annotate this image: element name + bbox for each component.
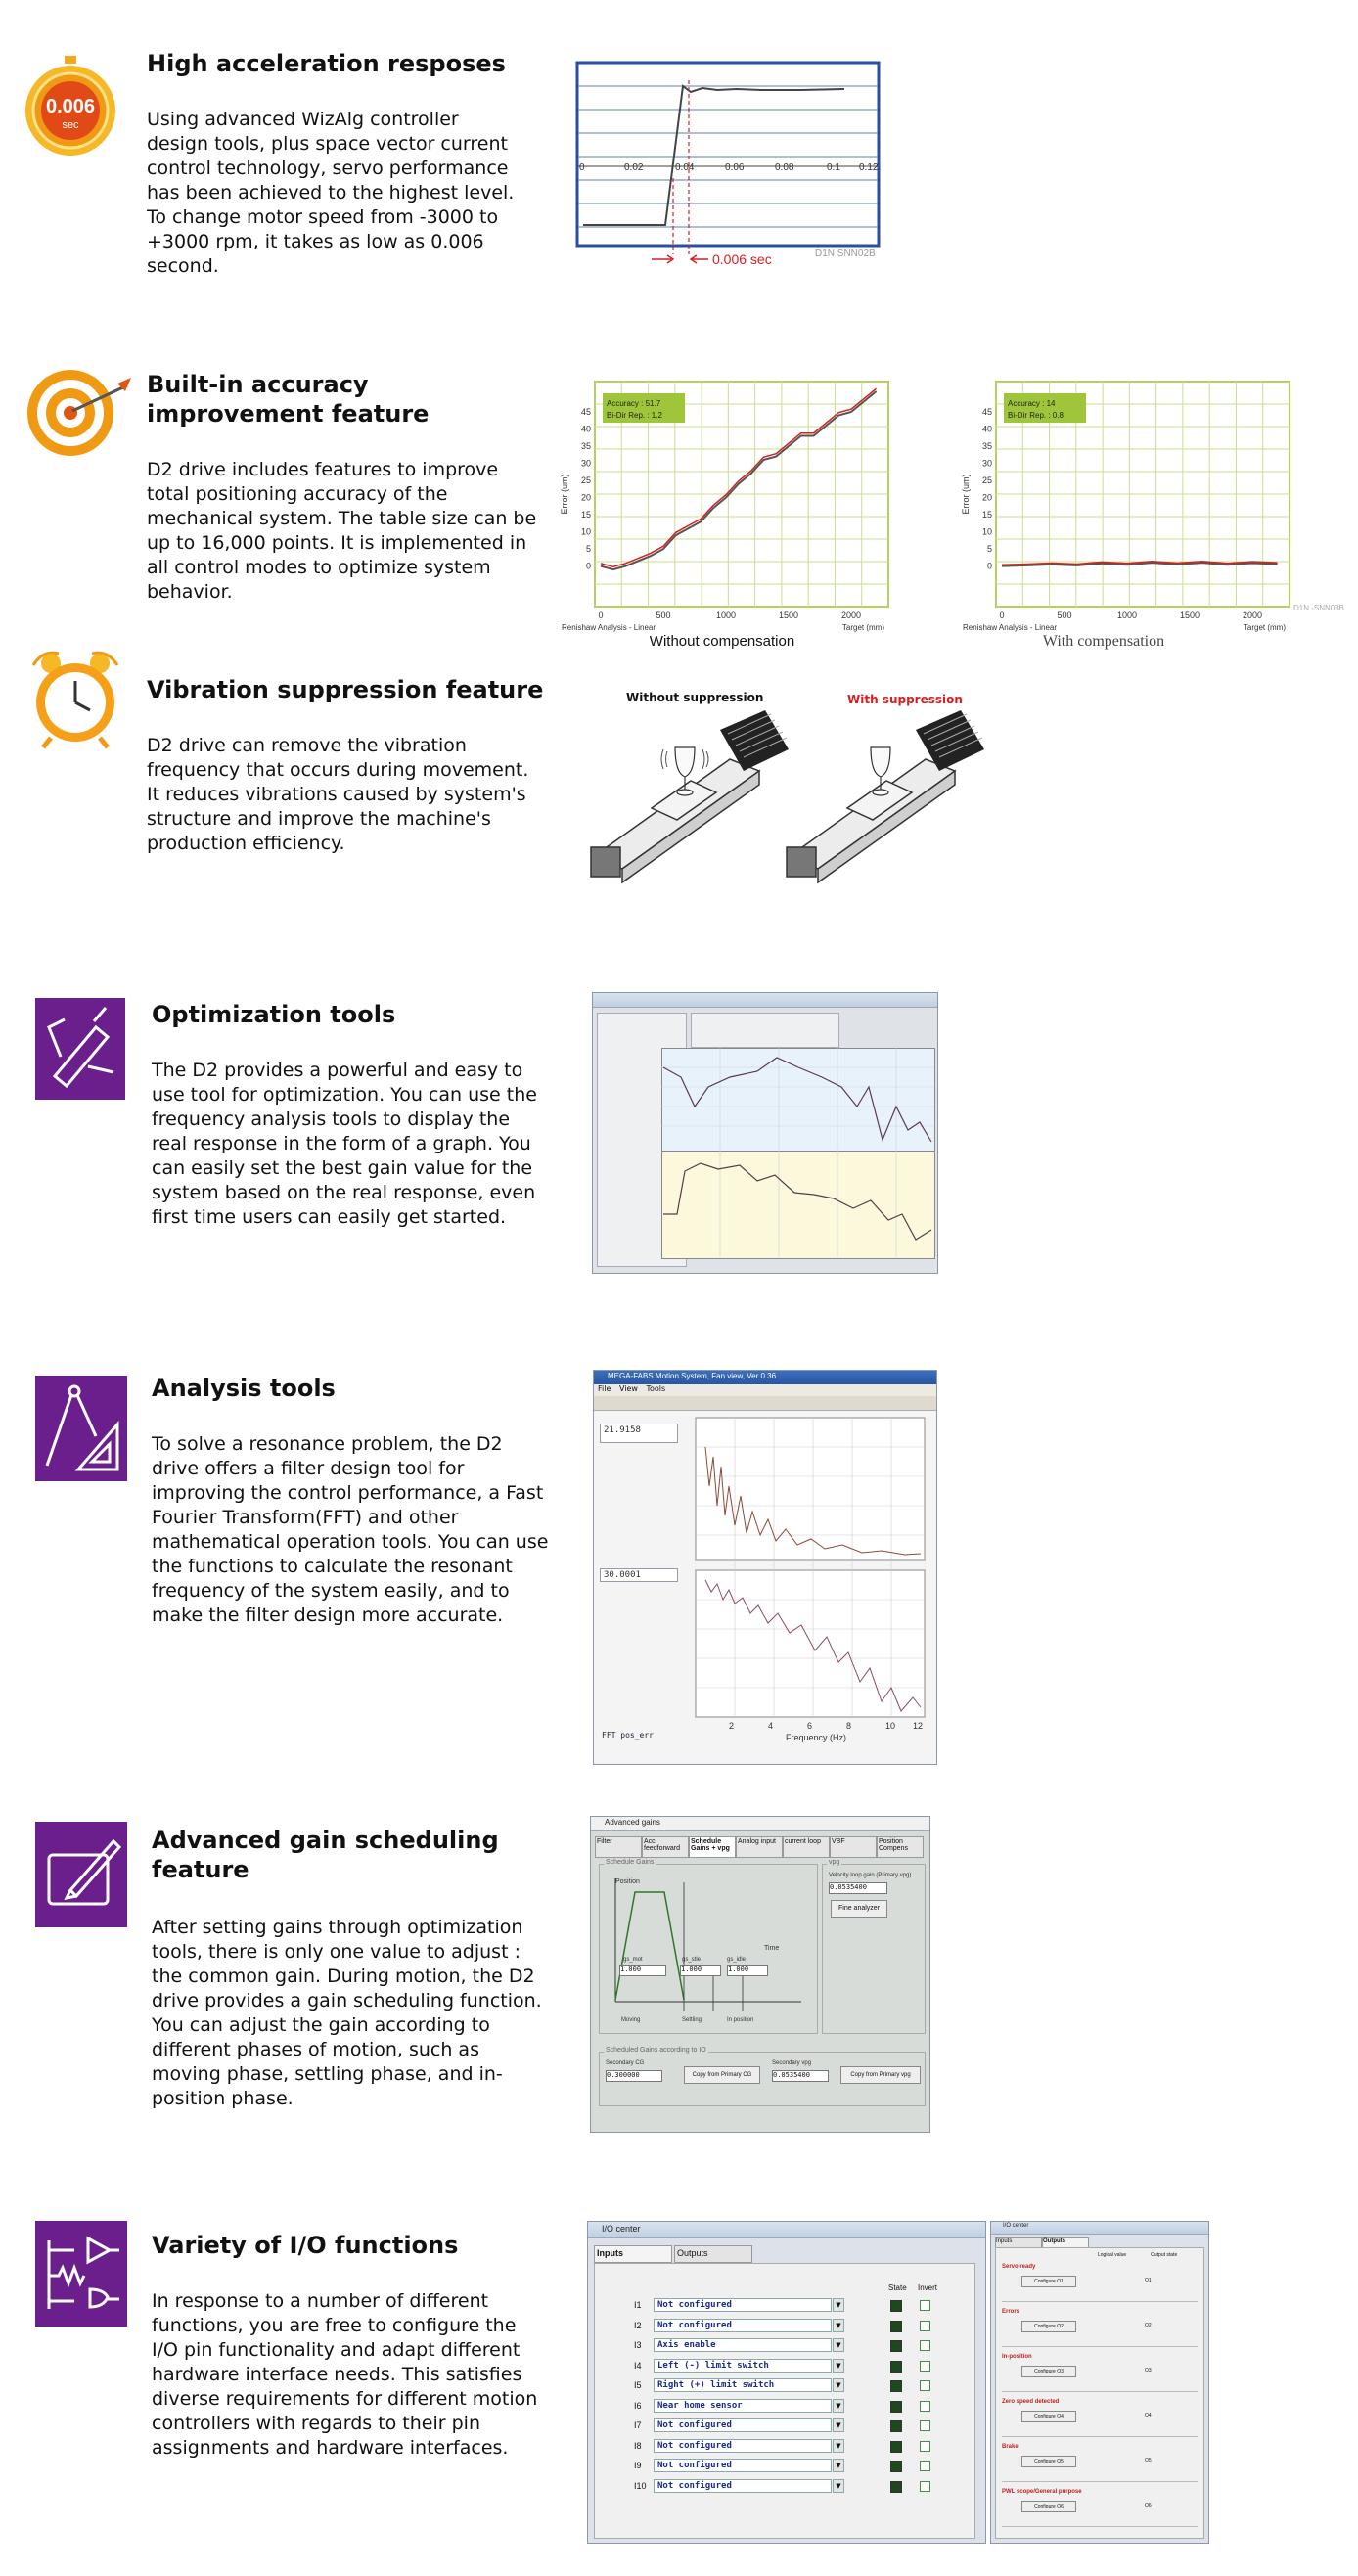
x-tick: 0.12 <box>859 162 879 173</box>
y-tick: 45 <box>981 407 992 418</box>
x-tick: 0.02 <box>624 162 644 173</box>
stopwatch-badge-icon <box>22 54 119 161</box>
tab-filter[interactable]: Filter <box>595 1836 642 1858</box>
model-label: D1N -SNN03B <box>1293 604 1345 612</box>
input-id: I7 <box>634 2420 642 2430</box>
section-title: Built-in accuracy improvement feature <box>147 371 430 428</box>
chevron-down-icon[interactable]: ▼ <box>833 2439 844 2453</box>
y-tick: 20 <box>981 492 992 503</box>
input-id: I8 <box>634 2440 642 2451</box>
y-tick: 45 <box>580 407 591 418</box>
section-body: After setting gains through optimization tools, there is only one value to adjust : the common gain. During motion, the D2 drive provides a gain scheduling function. You can adjust the gain according to different phases of motion, such as moving phase, settling phase, and in-position phase. <box>152 1917 542 2109</box>
chevron-down-icon[interactable]: ▼ <box>833 2459 844 2472</box>
input-select[interactable]: Axis enable <box>654 2338 832 2352</box>
input-row <box>634 2337 967 2358</box>
input-select[interactable]: Not configured <box>654 2439 832 2453</box>
state-indicator <box>890 2380 902 2392</box>
tablet-pen-icon <box>35 1822 127 1927</box>
configure-button[interactable]: Configure O1 <box>1021 2276 1076 2287</box>
input-select[interactable]: Not configured <box>654 2459 832 2472</box>
col-state: State <box>888 2283 907 2292</box>
x-tick: 1000 <box>715 610 737 620</box>
section-vibration <box>0 626 1358 920</box>
accuracy-chart-with <box>959 372 1350 650</box>
y-axis-label: Error (um) <box>560 474 569 515</box>
state-indicator <box>890 2361 902 2373</box>
invert-checkbox[interactable] <box>920 2420 930 2431</box>
chevron-down-icon[interactable]: ▼ <box>833 2359 844 2373</box>
state-indicator <box>890 2441 902 2453</box>
vpg-group: vpg Velocity loop gain (Primary vpg) 0.0535400 Fine analyzer <box>822 1864 926 2034</box>
tab-outputs[interactable]: Outputs <box>674 2245 752 2263</box>
section-body: In response to a number of different functions, you are free to configure the I/O pin functionality and adapt different hardware interface needs. This satisfies diverse requirements for different motion controllers with regards to their pin assignments and hardware interfaces. <box>152 2290 538 2459</box>
accuracy-line1: Accuracy : 51.7 <box>607 399 661 408</box>
input-row <box>634 2478 967 2499</box>
x-tick: 2000 <box>840 610 862 620</box>
x-axis-label: Target (mm) <box>1243 623 1286 632</box>
tab-inputs[interactable]: Inputs <box>594 2245 672 2263</box>
section-body: Using advanced WizAlg controller design tools, plus space vector current control technology, servo performance has been achieved to the highest level. To change motor speed from -3000 to +3000 rpm, it takes as low as 0.006 second. <box>147 109 515 277</box>
section-title: Advanced gain scheduling feature <box>152 1827 499 1883</box>
optimization-tool-window <box>592 992 938 1274</box>
output-row <box>1000 2262 1200 2307</box>
input-id: I4 <box>634 2360 642 2371</box>
chevron-down-icon[interactable]: ▼ <box>833 2418 844 2432</box>
chevron-down-icon[interactable]: ▼ <box>833 2298 844 2312</box>
input-select[interactable]: Right (+) limit switch <box>654 2378 832 2392</box>
input-id: I2 <box>634 2320 642 2330</box>
source-label: Renishaw Analysis - Linear <box>963 623 1058 632</box>
x-tick: 2 <box>729 1721 735 1731</box>
input-list <box>634 2297 967 2498</box>
menu-file[interactable]: File <box>598 1384 611 1393</box>
input-select[interactable]: Not configured <box>654 2298 832 2312</box>
value-box: 30.0001 <box>600 1568 678 1582</box>
gs-mot-field[interactable]: 1.000 <box>619 1965 666 1976</box>
x-tick: 500 <box>1057 610 1072 620</box>
window-title: I/O center <box>1003 2223 1029 2229</box>
output-list <box>1000 2262 1200 2532</box>
state-indicator <box>890 2420 902 2432</box>
y-tick: 10 <box>981 526 992 537</box>
y-tick: 40 <box>981 424 992 434</box>
output-row <box>1000 2352 1200 2397</box>
input-id: I3 <box>634 2340 642 2350</box>
configure-button[interactable]: Configure O4 <box>1021 2411 1076 2422</box>
value-box: 21.9158 <box>600 1424 678 1443</box>
input-id: I9 <box>634 2461 642 2470</box>
chart-caption: Without compensation <box>649 633 795 650</box>
secondary-vpg-field[interactable]: 0.0535400 <box>772 2070 829 2082</box>
x-tick: 1500 <box>1179 610 1200 620</box>
section-high-acceleration <box>0 0 1358 323</box>
tab-schedule-gains[interactable]: Schedule Gains + vpg <box>689 1836 736 1858</box>
footer-label: FFT pos_err <box>602 1731 654 1740</box>
x-tick: 500 <box>656 610 671 620</box>
input-id: I5 <box>634 2380 642 2390</box>
input-id: I1 <box>634 2300 642 2310</box>
tab-inputs[interactable]: Inputs <box>995 2237 1042 2249</box>
output-row <box>1000 2307 1200 2352</box>
state-indicator <box>890 2300 902 2312</box>
analysis-tool-window <box>593 1370 937 1765</box>
x-tick: 8 <box>846 1721 852 1731</box>
output-pin: O6 <box>1145 2503 1152 2508</box>
accuracy-line2: Bi-Dir Rep. : 1.2 <box>607 411 662 420</box>
configure-button[interactable]: Configure O3 <box>1021 2366 1076 2377</box>
x-tick: 1500 <box>778 610 799 620</box>
y-tick: 40 <box>580 424 591 434</box>
output-row <box>1000 2397 1200 2442</box>
model-label: D1N SNN02B <box>815 249 876 259</box>
x-tick: 2000 <box>1242 610 1263 620</box>
section-gain-scheduling <box>0 1806 1358 2139</box>
curve-label: Position <box>615 1878 640 1885</box>
acceleration-chart <box>575 61 898 276</box>
copy-vpg-button[interactable]: Copy from Primary vpg <box>840 2066 921 2084</box>
accuracy-chart-without <box>558 372 910 650</box>
y-tick: 10 <box>580 526 591 537</box>
menu-tools[interactable]: Tools <box>646 1384 666 1393</box>
y-tick: 0 <box>986 561 992 571</box>
tab-vbf[interactable]: VBF <box>830 1836 877 1858</box>
badge-value: 0.006 <box>45 96 96 117</box>
input-row <box>634 2297 967 2318</box>
x-tick: 0 <box>999 610 1005 620</box>
io-center-outputs-window <box>990 2221 1209 2544</box>
scheduled-gains-io-group: Scheduled Gains according to IO Secondary CG 0.300000 Copy from Primary CG Secondary vpg 0.0535400 Copy from Primary vpg <box>599 2052 926 2106</box>
menu-view[interactable]: View <box>618 1384 638 1393</box>
badge-unit: sec <box>62 119 79 131</box>
target-icon <box>23 362 133 460</box>
section-body: D2 drive can remove the vibration frequency that occurs during movement. It reduces vibrations caused by system's structure and improve the machine's production efficiency. <box>147 735 529 854</box>
section-title: Vibration suppression feature <box>147 676 544 703</box>
section-io <box>0 2217 1358 2576</box>
y-tick: 0 <box>585 561 591 571</box>
output-pin: O5 <box>1145 2458 1152 2463</box>
configure-button[interactable]: Configure O6 <box>1021 2501 1076 2512</box>
inputs-panel <box>594 2263 975 2539</box>
x-tick: 6 <box>807 1721 813 1731</box>
linear-stage-illustration-without <box>583 700 808 886</box>
accuracy-line1: Accuracy : 14 <box>1008 399 1056 408</box>
linear-stage-illustration-with <box>779 700 1004 886</box>
output-row <box>1000 2442 1200 2487</box>
output-name: In-position <box>1002 2354 1032 2360</box>
output-pin: O1 <box>1145 2278 1152 2283</box>
configure-button[interactable]: Configure O5 <box>1021 2456 1076 2467</box>
output-row <box>1000 2487 1200 2532</box>
invert-checkbox[interactable] <box>920 2321 930 2331</box>
multitool-icon <box>35 998 125 1100</box>
state-indicator <box>890 2401 902 2413</box>
x-tick: 12 <box>913 1721 924 1731</box>
section-title: Optimization tools <box>152 1001 396 1028</box>
invert-checkbox[interactable] <box>920 2380 930 2391</box>
secondary-cg-field[interactable]: 0.300000 <box>606 2070 662 2082</box>
state-indicator <box>890 2481 902 2493</box>
source-label: Renishaw Analysis - Linear <box>562 623 656 632</box>
configure-button[interactable]: Configure O2 <box>1021 2321 1076 2332</box>
x-tick: 0 <box>579 162 585 173</box>
outputs-panel: Logical value Output state Servo ready Configure O1 O1 Errors Configure O2 O2 In-position Configure O3 O3 Zero speed detected Configure O4 O4 Brake Configure O5 O5 PWL scope/General purpose Configure O6 O6 <box>995 2247 1204 2539</box>
input-select[interactable]: Not configured <box>654 2418 832 2432</box>
accuracy-line2: Bi-Dir Rep. : 0.8 <box>1008 411 1064 420</box>
chevron-down-icon[interactable]: ▼ <box>833 2378 844 2392</box>
input-id: I6 <box>634 2400 642 2411</box>
tab-analog-input[interactable]: Analog input <box>736 1836 783 1858</box>
y-tick: 25 <box>981 475 992 486</box>
y-tick: 35 <box>981 441 992 452</box>
section-title: Analysis tools <box>152 1375 336 1402</box>
x-tick: 10 <box>885 1721 896 1731</box>
x-axis-label: Frequency (Hz) <box>786 1733 847 1742</box>
input-select[interactable]: Not configured <box>654 2319 832 2332</box>
x-tick: 0.1 <box>827 162 840 173</box>
y-tick: 25 <box>580 475 591 486</box>
input-row <box>634 2458 967 2478</box>
io-center-inputs-window <box>587 2221 986 2544</box>
section-title: Variety of I/O functions <box>152 2232 459 2259</box>
y-tick: 5 <box>986 544 992 555</box>
advanced-gains-window <box>590 1816 930 2133</box>
x-tick: 4 <box>768 1721 774 1731</box>
input-row <box>634 2358 967 2378</box>
invert-checkbox[interactable] <box>920 2441 930 2452</box>
state-indicator <box>890 2340 902 2352</box>
input-select[interactable]: Left (-) limit switch <box>654 2359 832 2373</box>
input-row <box>634 2398 967 2418</box>
chevron-down-icon[interactable]: ▼ <box>833 2338 844 2352</box>
x-tick: 1000 <box>1116 610 1138 620</box>
section-body: The D2 provides a powerful and easy to use tool for optimization. You can use the frequency analysis tools to display the real response in the form of a graph. You can easily set the best gain value for the system based on the real response, even first time users can easily get started. <box>152 1060 537 1228</box>
output-name: Brake <box>1002 2444 1018 2450</box>
label-with-suppression: With suppression <box>847 693 963 706</box>
output-name: Servo ready <box>1002 2264 1036 2270</box>
input-id: I10 <box>634 2480 647 2491</box>
y-tick: 30 <box>981 458 992 469</box>
y-tick: 35 <box>580 441 591 452</box>
invert-checkbox[interactable] <box>920 2481 930 2492</box>
window-title: I/O center <box>602 2224 641 2234</box>
state-indicator <box>890 2321 902 2332</box>
tab-current-loop[interactable]: current loop <box>783 1836 830 1858</box>
copy-cg-button[interactable]: Copy from Primary CG <box>684 2066 760 2084</box>
x-axis-label: Target (mm) <box>841 623 884 632</box>
output-name: Zero speed detected <box>1002 2399 1060 2405</box>
section-body: D2 drive includes features to improve total positioning accuracy of the mechanical system. The table size can be up to 16,000 points. It is implemented in all control modes to optimize system behavior. <box>147 459 537 603</box>
invert-checkbox[interactable] <box>920 2340 930 2351</box>
y-tick: 20 <box>580 492 591 503</box>
window-title: MEGA-FABS Motion System, Fan view, Ver 0.36 <box>608 1372 777 1380</box>
y-tick: 30 <box>580 458 591 469</box>
output-name: PWL scope/General purpose <box>1002 2489 1082 2495</box>
chart-caption: With compensation <box>1042 633 1165 650</box>
input-select[interactable]: Not configured <box>654 2479 832 2493</box>
window-title: Advanced gains <box>605 1818 660 1827</box>
invert-checkbox[interactable] <box>920 2361 930 2372</box>
output-pin: O4 <box>1145 2413 1152 2418</box>
vpg-field[interactable]: 0.0535400 <box>829 1882 887 1894</box>
input-row <box>634 2318 967 2338</box>
fine-analyzer-button[interactable]: Fine analyzer <box>831 1900 887 1918</box>
chevron-down-icon[interactable]: ▼ <box>833 2399 844 2413</box>
compass-ruler-icon <box>35 1376 127 1481</box>
gs-stle-field[interactable]: 1.000 <box>680 1965 721 1976</box>
input-select[interactable]: Near home sensor <box>654 2399 832 2413</box>
section-optimization <box>0 978 1358 1291</box>
y-tick: 5 <box>585 544 591 555</box>
section-analysis <box>0 1356 1358 1777</box>
tab-bar <box>595 1836 924 1858</box>
tab-acc-feedforward[interactable]: Acc. feedforward <box>642 1836 689 1858</box>
y-tick: 15 <box>580 510 591 520</box>
alarm-clock-icon <box>18 644 133 751</box>
invert-checkbox[interactable] <box>920 2300 930 2311</box>
chevron-down-icon[interactable]: ▼ <box>833 2479 844 2493</box>
label-without-suppression: Without suppression <box>626 691 764 704</box>
section-body: To solve a resonance problem, the D2 drive offers a filter design tool for improving the control performance, a Fast Fourier Transform(FFT) and other mathematical operation tools. You can use the functions to calculate the resonant frequency of the system easily, and to make the filter design more accurate. <box>152 1433 549 1626</box>
x-tick: 0 <box>598 610 604 620</box>
state-indicator <box>890 2461 902 2472</box>
input-row <box>634 2438 967 2459</box>
schedule-gains-group: Schedule Gains Position Time gs_mot gs_stle gs_idle 1.000 1.000 1.000 Moving Settling In position <box>599 1864 818 2034</box>
section-accuracy <box>0 352 1358 650</box>
input-row <box>634 2377 967 2398</box>
x-tick: 0.08 <box>775 162 794 173</box>
y-axis-label: Error (um) <box>961 474 971 515</box>
x-tick: 0.04 <box>675 162 695 173</box>
y-tick: 15 <box>981 510 992 520</box>
tab-position-compens[interactable]: Position Compens <box>877 1836 924 1858</box>
invert-checkbox[interactable] <box>920 2401 930 2412</box>
col-invert: Invert <box>918 2283 938 2292</box>
section-title: High acceleration resposes <box>147 50 506 77</box>
chevron-down-icon[interactable]: ▼ <box>833 2319 844 2332</box>
input-row <box>634 2418 967 2438</box>
toolbar <box>594 1396 936 1411</box>
output-name: Errors <box>1002 2309 1020 2315</box>
time-label: Time <box>764 1945 780 1952</box>
x-tick: 0.06 <box>725 162 745 173</box>
tab-outputs[interactable]: Outputs <box>1042 2237 1089 2249</box>
circuit-icon <box>35 2221 127 2327</box>
output-pin: O3 <box>1145 2368 1152 2373</box>
output-pin: O2 <box>1145 2323 1152 2328</box>
accel-annotation: 0.006 sec <box>712 251 772 267</box>
gs-idle-field[interactable]: 1.000 <box>727 1965 768 1976</box>
invert-checkbox[interactable] <box>920 2461 930 2471</box>
